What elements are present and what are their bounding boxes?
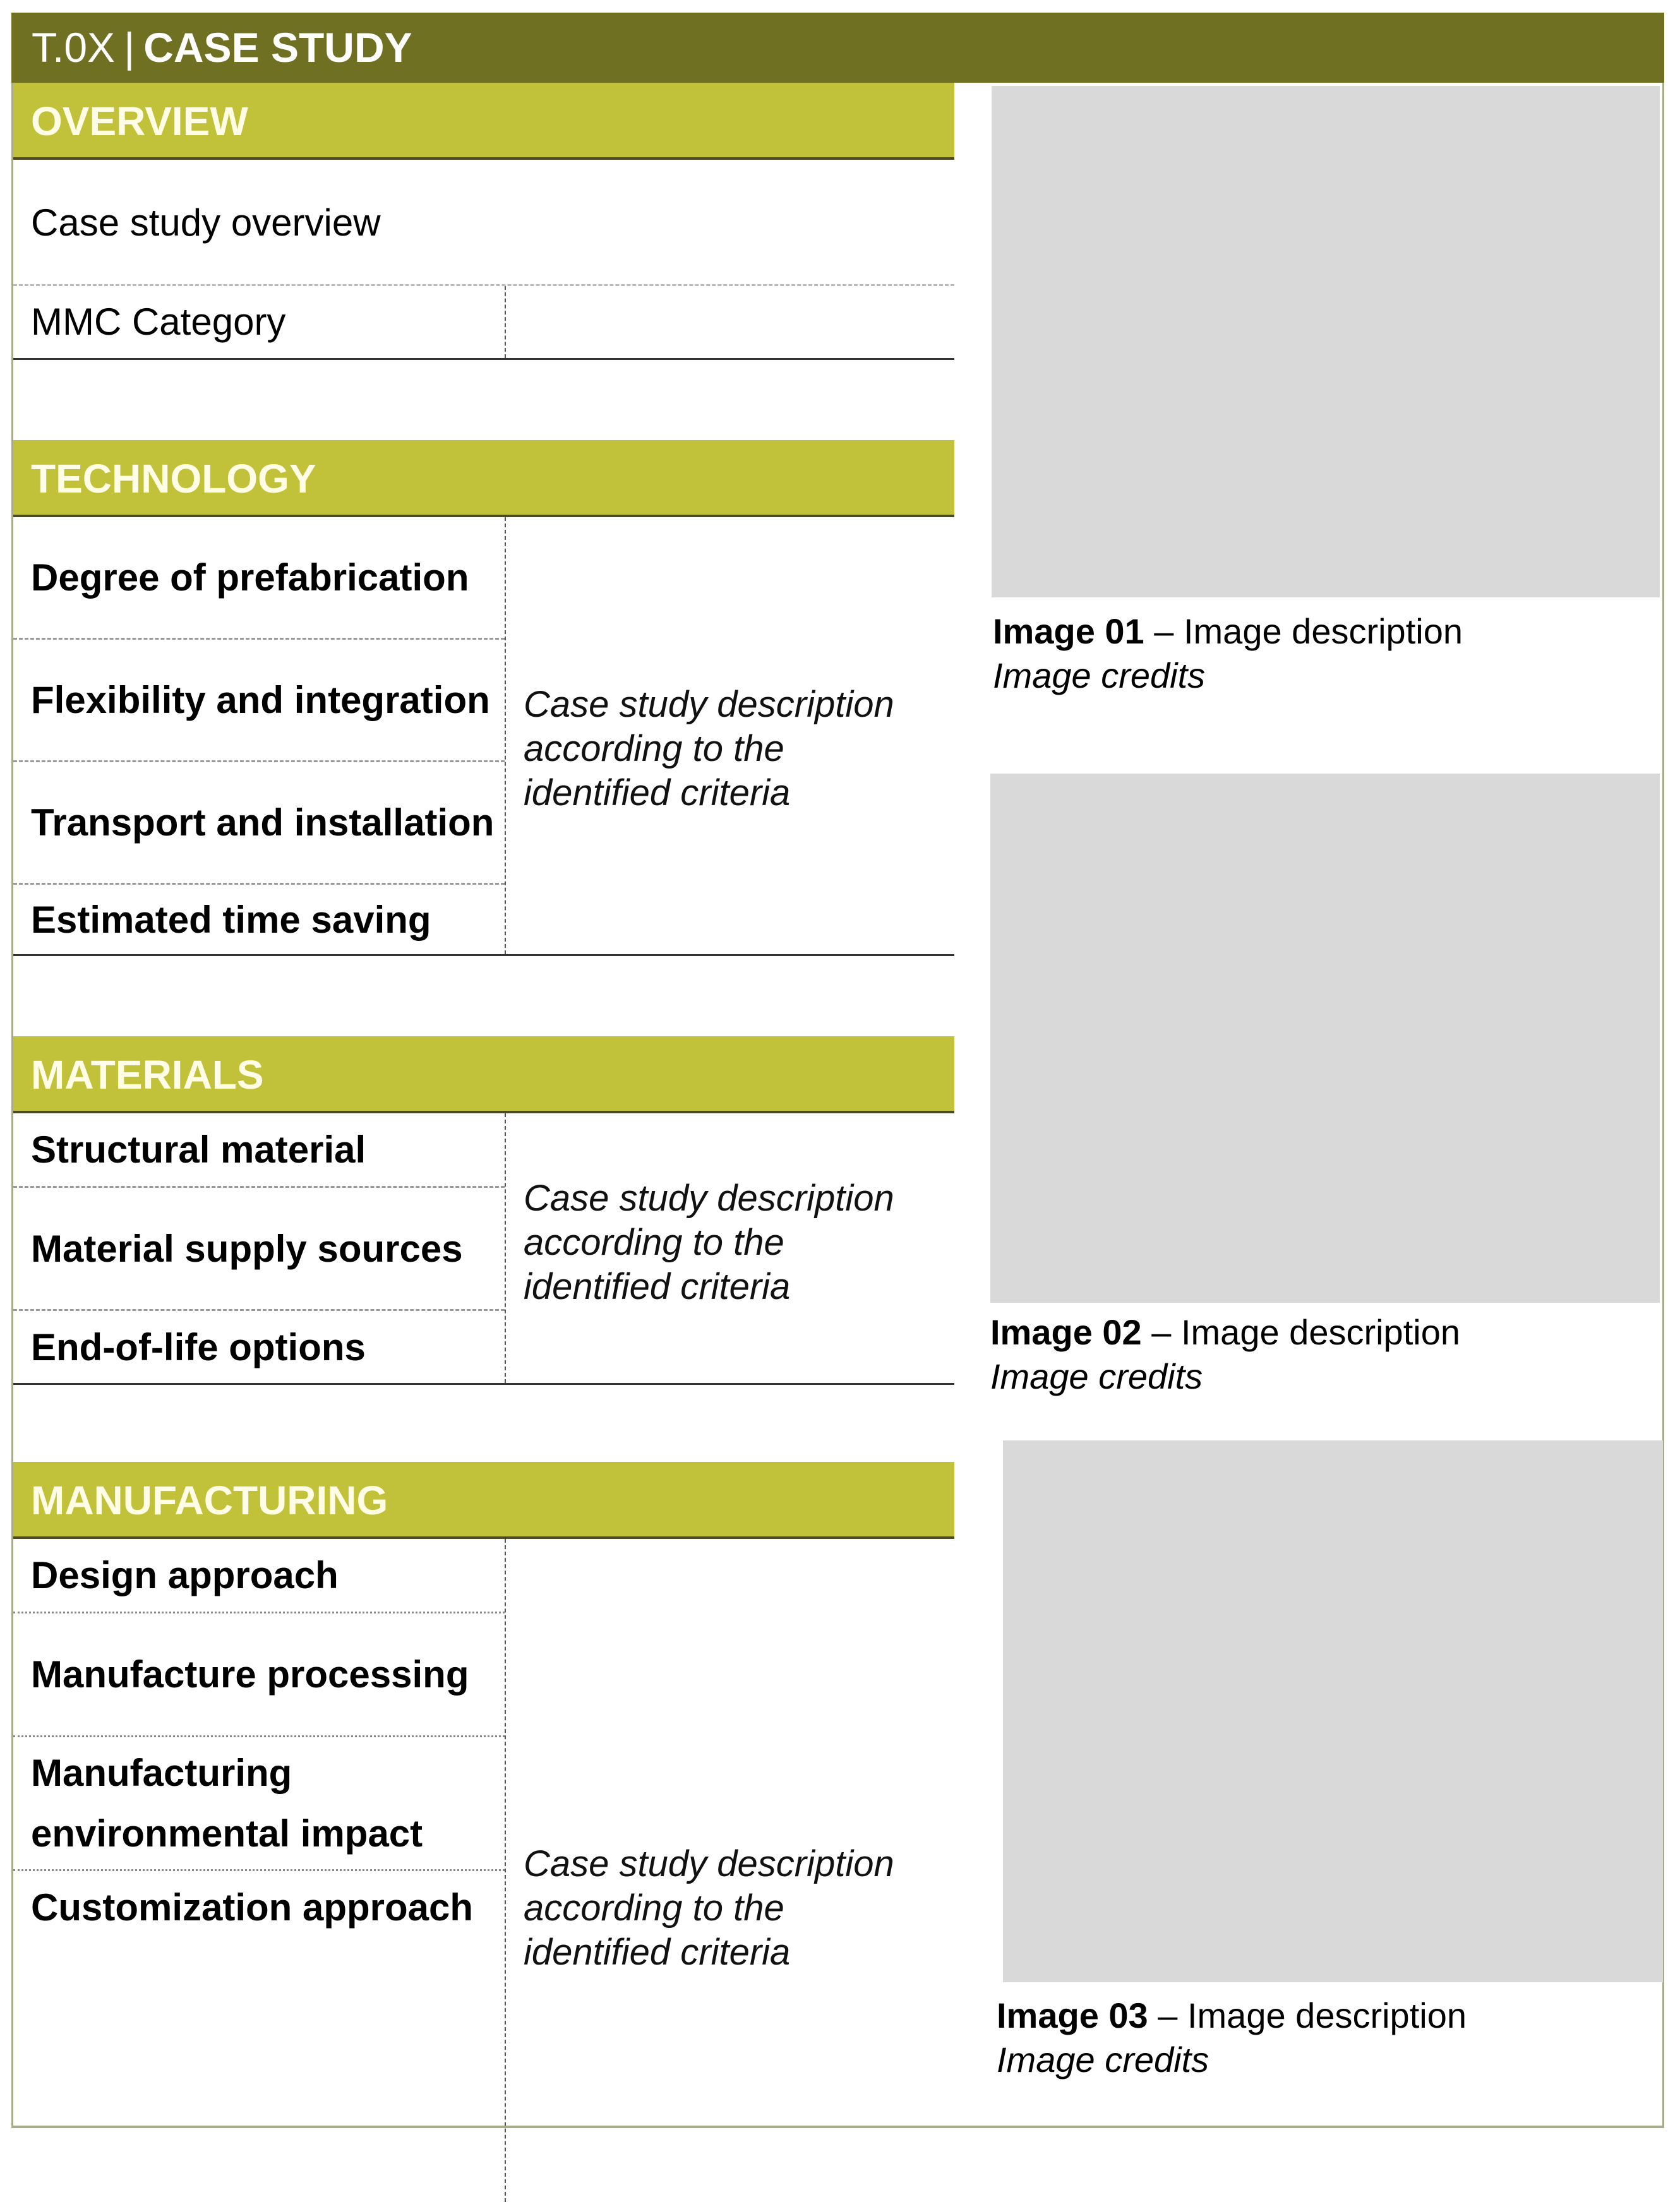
mmc-category-label: MMC Category (31, 301, 286, 343)
case-code: T.0X (32, 24, 116, 71)
criterion-manufacture-processing: Manufacture processing (13, 1613, 505, 1737)
manufacturing-description: Case study description according to the identified criteria (524, 1843, 894, 1973)
image-description: Image description (1180, 1312, 1460, 1352)
criterion-flexibility-and-integration: Flexibility and integration (13, 640, 505, 762)
criterion-structural-material: Structural material (13, 1113, 505, 1188)
caption-dash: – (1148, 1996, 1187, 2035)
technology-table (13, 517, 954, 956)
image-placeholder-01 (992, 86, 1660, 597)
materials-table (13, 1113, 954, 1385)
image-placeholder-03 (1003, 1440, 1663, 1982)
image-credits: Image credits (993, 655, 1206, 695)
column-divider (505, 517, 506, 954)
manufacturing-table (13, 1539, 954, 2202)
overview-summary-label: Case study overview (31, 201, 381, 244)
column-divider (505, 1539, 506, 2202)
image-placeholder-02 (990, 774, 1660, 1303)
image-id: Image 02 (990, 1312, 1142, 1352)
overview-summary-row (13, 160, 954, 286)
image-description: Image description (1183, 611, 1463, 651)
image-credits: Image credits (990, 1356, 1203, 1396)
image-id: Image 01 (993, 611, 1144, 651)
criterion-estimated-time-saving: Estimated time saving (31, 898, 431, 941)
column-divider (505, 1113, 506, 1383)
image-description: Image description (1187, 1996, 1467, 2035)
caption-dash: – (1141, 1312, 1181, 1352)
criterion-material-supply-sources: Material supply sources (13, 1188, 505, 1311)
criterion-transport-and-installation: Transport and installation (13, 762, 505, 885)
materials-description: Case study description according to the identified criteria (524, 1178, 894, 1307)
criterion-manufacturing-environmental-impact: Manufacturing environmental impact (13, 1737, 505, 1871)
criterion-design-approach: Design approach (13, 1539, 505, 1613)
image-id: Image 03 (997, 1996, 1148, 2035)
section-heading-manufacturing: MANUFACTURING (13, 1462, 954, 1539)
column-divider (505, 286, 506, 358)
section-heading-overview: OVERVIEW (13, 83, 954, 160)
section-heading-materials: MATERIALS (13, 1036, 954, 1113)
image-caption-01 (993, 609, 1463, 698)
image-caption-03 (997, 1994, 1467, 2082)
mmc-category-row (13, 286, 954, 360)
title-bar (11, 13, 1664, 83)
page-title: CASE STUDY (143, 24, 412, 71)
title-separator: | (124, 24, 135, 71)
criterion-customization-approach: Customization approach (31, 1886, 474, 1929)
technology-description: Case study description according to the identified criteria (524, 684, 894, 813)
image-credits: Image credits (997, 2040, 1209, 2079)
image-caption-02 (990, 1310, 1460, 1399)
section-heading-technology: TECHNOLOGY (13, 440, 954, 517)
caption-dash: – (1144, 611, 1184, 651)
criterion-end-of-life-options: End-of-life options (31, 1325, 366, 1368)
criterion-degree-of-prefabrication: Degree of prefabrication (13, 517, 505, 640)
